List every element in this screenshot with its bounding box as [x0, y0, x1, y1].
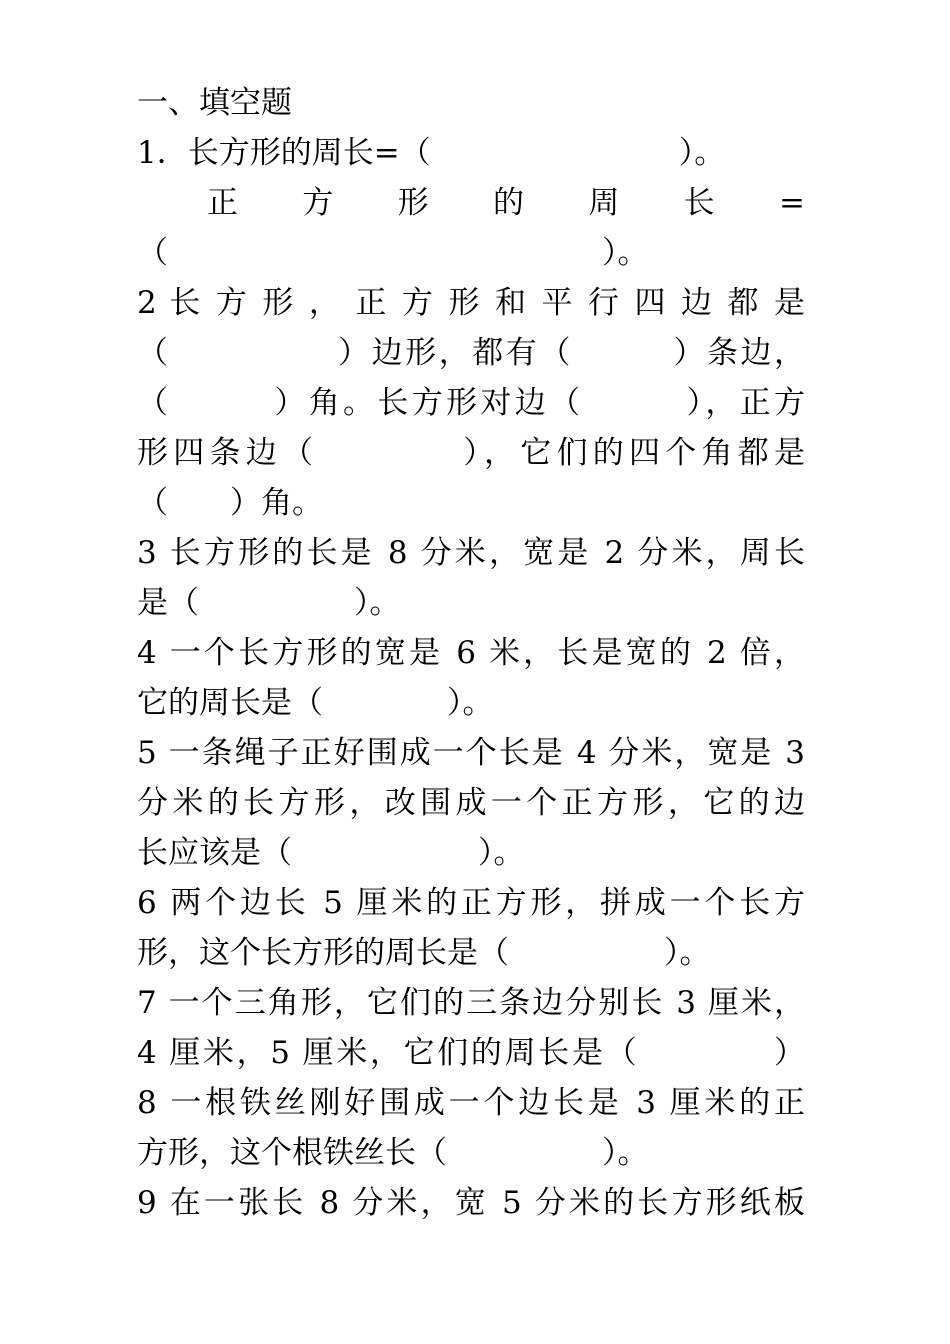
question-5-line-1: 5 一条绳子正好围成一个长是 4 分米，宽是 3 [137, 735, 805, 771]
question-8-line-2: 方形，这个根铁丝长（ ）。 [137, 1135, 649, 1171]
question-1-line-3: （ ）。 [137, 235, 649, 271]
question-2-line-1: 2 长 方 形 ， 正 方 形 和 平 行 四 边 都 是 [137, 285, 805, 321]
document-page [137, 78, 805, 1228]
question-7-line-2: 4 厘米，5 厘米，它们的周长是（ ） [137, 1035, 805, 1071]
question-6-line-1: 6 两个边长 5 厘米的正方形，拼成一个长方 [137, 885, 805, 921]
question-2-line-5: （ ）角。 [137, 485, 323, 521]
question-6-line-2: 形，这个长方形的周长是（ ）。 [137, 935, 711, 971]
question-3-line-2: 是（ ）。 [137, 585, 401, 621]
section-title: 一、填空题 [137, 85, 292, 121]
question-2-line-2: （ ）边形，都有（ ）条边， [137, 335, 805, 371]
question-8-line-1: 8 一根铁丝刚好围成一个边长是 3 厘米的正 [137, 1085, 805, 1121]
question-7-line-1: 7 一个三角形，它们的三条边分别长 3 厘米， [137, 985, 805, 1021]
question-9-line-1: 9 在一张长 8 分米，宽 5 分米的长方形纸板 [137, 1185, 805, 1221]
question-4-line-2: 它的周长是（ ）。 [137, 685, 494, 721]
question-3-line-1: 3 长方形的长是 8 分米，宽是 2 分米，周长 [137, 535, 805, 571]
question-1-line-2: 正 方 形 的 周 长 = [207, 185, 805, 221]
question-5-line-2: 分米的长方形，改围成一个正方形，它的边 [137, 785, 805, 821]
question-5-line-3: 长应该是（ ）。 [137, 835, 525, 871]
question-4-line-1: 4 一个长方形的宽是 6 米，长是宽的 2 倍， [137, 635, 805, 671]
question-2-line-4: 形四条边（ ），它们的四个角都是 [137, 435, 805, 471]
question-2-line-3: （ ）角。长方形对边（ ），正方 [137, 385, 805, 421]
question-1-line-1: 1．长方形的周长=（ ）。 [137, 135, 726, 171]
